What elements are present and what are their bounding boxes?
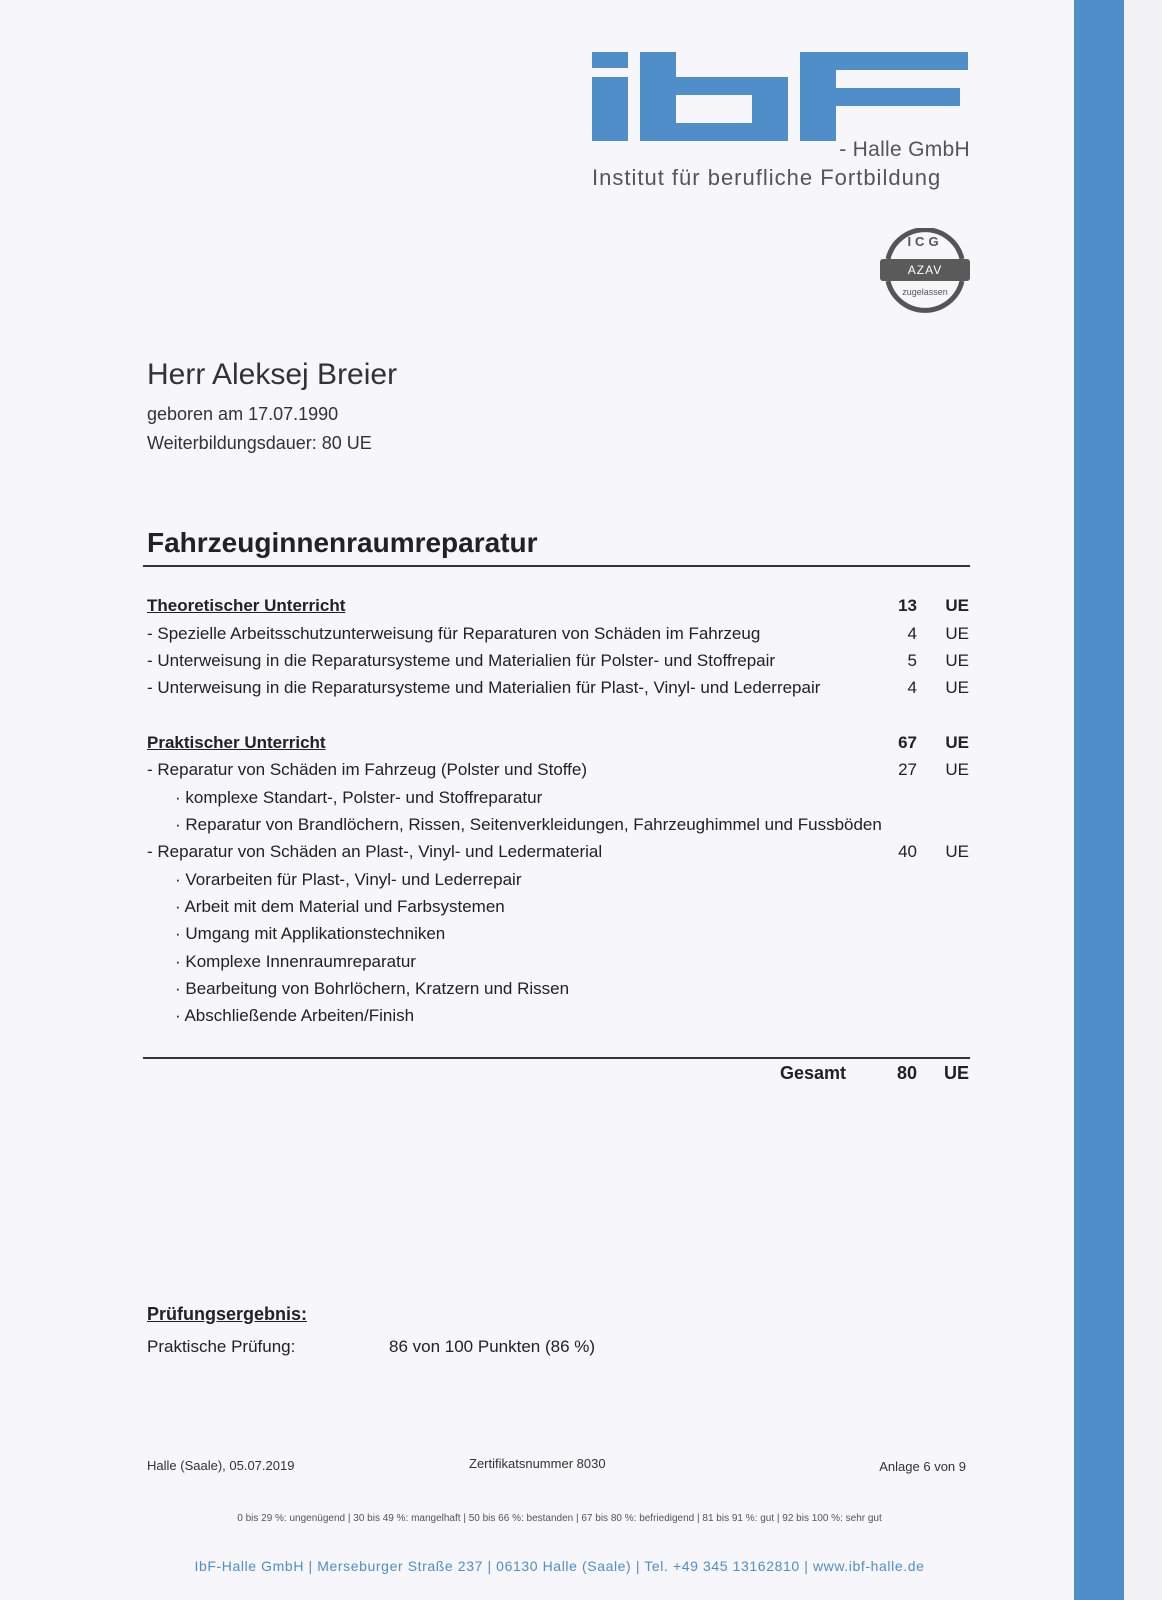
total-label: Gesamt <box>780 1063 847 1083</box>
logo-tagline: Institut für berufliche Fortbildung <box>592 165 942 190</box>
practice-group <box>147 760 972 786</box>
grading-scale: 0 bis 29 %: ungenügend | 30 bis 49 %: mangelhaft | 50 bis 66 %: bestanden | 67 bis 80 %: befriedigend | 81 bis 91 %: gut | 92 bis 100 %: sehr gut <box>237 1513 882 1524</box>
annex-number: Anlage 6 von 9 <box>879 1459 966 1474</box>
person-block <box>147 358 397 458</box>
theory-item <box>147 624 972 650</box>
theory-item-unit: UE <box>945 651 969 670</box>
seal-top-text: ICG <box>907 234 943 249</box>
ibf-logo-mark <box>592 48 970 148</box>
total-unit: UE <box>943 1063 969 1083</box>
person-duration: Weiterbildungsdauer: 80 UE <box>147 433 372 453</box>
contact-line: IbF-Halle GmbH | Merseburger Straße 237 | 06130 Halle (Saale) | Tel. +49 345 13162810 | www.ibf-halle.de <box>194 1558 925 1574</box>
seal-bottom-text: zugelassen <box>902 287 948 297</box>
azav-seal <box>880 228 970 314</box>
practice-subitem-text: · Umgang mit Applikationstechniken <box>175 924 446 943</box>
ibf-logo <box>592 48 970 198</box>
practice-subitem-text: · Vorarbeiten für Plast-, Vinyl- und Lederrepair <box>175 870 522 889</box>
practice-group-hours: 40 <box>898 842 917 861</box>
practice-group-text: - Reparatur von Schäden an Plast-, Vinyl- und Ledermaterial <box>147 842 603 861</box>
seal-band-text: AZAV <box>880 259 970 281</box>
theory-item-text: - Unterweisung in die Reparatursysteme und Materialien für Plast-, Vinyl- und Lederrepair <box>147 678 821 697</box>
practice-subitem-text: · Arbeit mit dem Material und Farbsystemen <box>175 897 505 916</box>
practice-group-unit: UE <box>945 760 969 779</box>
theory-unit: UE <box>945 596 969 615</box>
place-date: Halle (Saale), 05.07.2019 <box>147 1458 295 1473</box>
practice-subitem <box>147 897 972 923</box>
practice-subitem-text: · Bearbeitung von Bohrlöchern, Kratzern und Rissen <box>175 979 570 998</box>
practice-subitem-text: · Abschließende Arbeiten/Finish <box>175 1006 415 1025</box>
practice-hours: 67 <box>898 733 917 752</box>
practice-group-unit: UE <box>945 842 969 861</box>
person-birth: geboren am 17.07.1990 <box>147 404 339 424</box>
theory-heading-row <box>147 596 972 622</box>
practice-group <box>147 842 972 868</box>
practice-group-hours: 27 <box>898 760 917 779</box>
practice-subitem <box>147 788 972 814</box>
practice-subitem <box>147 1006 972 1032</box>
practice-subitem <box>147 870 972 896</box>
practice-subitem-text: · Reparatur von Brandlöchern, Rissen, Seitenverkleidungen, Fahrzeughimmel und Fussböden <box>175 815 882 834</box>
theory-hours: 13 <box>898 596 917 615</box>
practice-subitem <box>147 952 972 978</box>
person-name: Herr Aleksej Breier <box>147 358 398 391</box>
logo-suffix: - Halle GmbH <box>839 138 970 161</box>
practice-group-text: - Reparatur von Schäden im Fahrzeug (Polster und Stoffe) <box>147 760 588 779</box>
page-edge-margin <box>1124 0 1162 1600</box>
theory-heading: Theoretischer Unterricht <box>147 596 346 615</box>
practice-subitem-text: · Komplexe Innenraumreparatur <box>175 952 416 971</box>
title-divider <box>143 565 970 567</box>
theory-item-unit: UE <box>945 678 969 697</box>
theory-item-hours: 4 <box>907 678 917 697</box>
practice-subitem <box>147 815 972 841</box>
course-title: Fahrzeuginnenraumreparatur <box>147 527 538 558</box>
page-edge-blue-bar <box>1074 0 1124 1600</box>
total-hours: 80 <box>896 1063 917 1083</box>
theory-item <box>147 678 972 704</box>
practice-heading: Praktischer Unterricht <box>147 733 326 752</box>
practice-subitem <box>147 924 972 950</box>
theory-item-hours: 4 <box>907 624 917 643</box>
exam-value: 86 von 100 Punkten (86 %) <box>389 1337 596 1356</box>
exam-heading: Prüfungsergebnis: <box>147 1304 308 1324</box>
theory-item-hours: 5 <box>907 651 917 670</box>
theory-item <box>147 651 972 677</box>
practice-heading-row <box>147 733 972 759</box>
exam-label: Praktische Prüfung: <box>147 1337 296 1356</box>
practice-unit: UE <box>945 733 969 752</box>
practice-subitem-text: · komplexe Standart-, Polster- und Stoffreparatur <box>175 788 543 807</box>
theory-item-text: - Unterweisung in die Reparatursysteme und Materialien für Polster- und Stoffrepair <box>147 651 776 670</box>
certificate-number: Zertifikatsnummer 8030 <box>469 1456 606 1471</box>
practice-subitem <box>147 979 972 1005</box>
theory-item-unit: UE <box>945 624 969 643</box>
theory-item-text: - Spezielle Arbeitsschutzunterweisung für Reparaturen von Schäden im Fahrzeug <box>147 624 761 643</box>
total-divider <box>143 1057 970 1059</box>
total-row <box>780 1063 972 1089</box>
